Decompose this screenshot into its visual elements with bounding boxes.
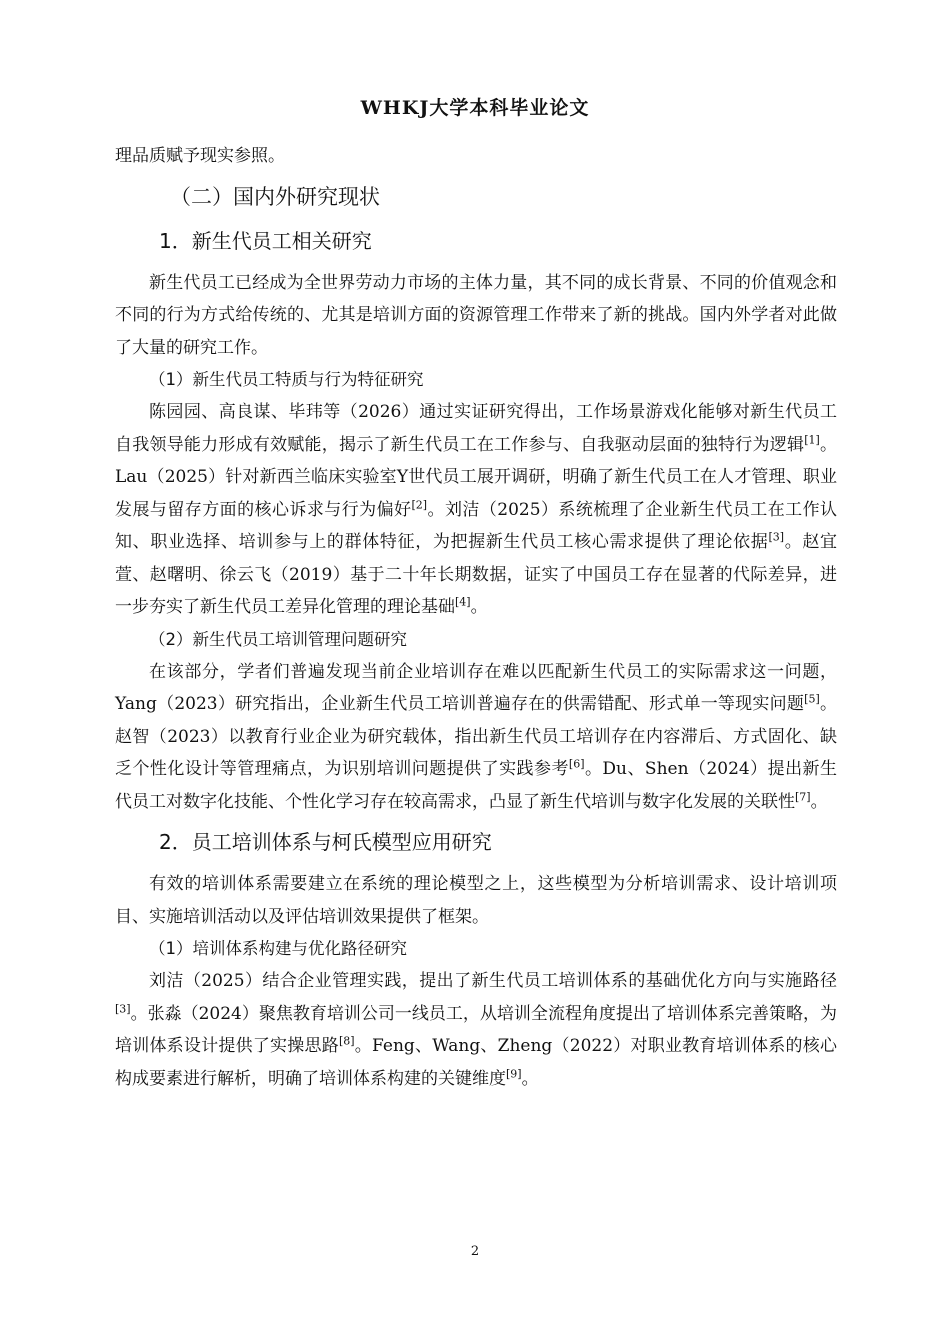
text-run: 在该部分，学者们普遍发现当前企业培训存在难以匹配新生代员工的实际需求这一问题，Yang（2023）研究指出，企业新生代员工培训普遍存在的供需错配、形式单一等现实问题 [115, 661, 837, 714]
subsection-heading: 2．员工培训体系与柯氏模型应用研究 [159, 830, 492, 854]
paragraph [115, 656, 837, 819]
text-run: 。赵宜萱、赵曙明、徐云飞（2019）基于二十年长期数据，证实了中国员工存在显著的代际差异，进一步夯实了新生代员工差异化管理的理论基础 [115, 532, 838, 617]
paragraph [115, 868, 837, 933]
text-run: 。 [810, 791, 828, 812]
text-run: 。Du、Shen（2024）提出新生代员工对数字化技能、个性化学习存在较高需求，凸显了新生代培训与数字化发展的关联性 [115, 759, 838, 812]
citation-ref: [6] [568, 757, 585, 771]
text-run: 。Lau（2025）针对新西兰临床实验室Y世代员工展开调研，明确了新生代员工在人才管理、职业发展与留存方面的核心诉求与行为偏好 [115, 434, 838, 520]
text-run: 新生代员工已经成为全世界劳动力市场的主体力量，其不同的成长背景、不同的价值观念和不同的行为方式给传统的、尤其是培训方面的资源管理工作带来了新的挑战。国内外学者对此做了大量的研究工作。 [115, 272, 837, 358]
subsubsection-heading: （1）培训体系构建与优化路径研究 [149, 939, 407, 958]
text-run: 有效的培训体系需要建立在系统的理论模型之上，这些模型为分析培训需求、设计培训项目、实施培训活动以及评估培训效果提供了框架。 [115, 874, 837, 927]
text-run: 刘洁（2025）结合企业管理实践，提出了新生代员工培训体系的基础优化方向与实施路径 [149, 971, 837, 991]
section-heading: （二）国内外研究现状 [170, 184, 380, 209]
paragraph [115, 267, 837, 365]
text-run: 陈园园、高良谋、毕玮等（2026）通过实证研究得出，工作场景游戏化能够对新生代员工自我领导能力形成有效赋能，揭示了新生代员工在工作参与、自我驱动层面的独特行为逻辑 [115, 402, 837, 455]
subsubsection-heading: （2）新生代员工培训管理问题研究 [149, 629, 407, 649]
citation-ref: [8] [338, 1034, 355, 1048]
subsection-heading: 1．新生代员工相关研究 [159, 228, 372, 253]
citation-ref: [3] [768, 530, 785, 544]
running-header: WHKJ大学本科毕业论文 [360, 97, 590, 119]
citation-ref: [3] [115, 1001, 131, 1015]
paragraph [115, 965, 837, 1095]
text-run: 。赵智（2023）以教育行业企业为研究载体，指出新生代员工培训存在内容滞后、方式固化、缺乏个性化设计等管理痛点，为识别培训问题提供了实践参考 [115, 694, 837, 779]
citation-ref: [7] [795, 789, 811, 803]
citation-ref: [1] [804, 432, 820, 446]
text-run: 。刘洁（2025）系统梳理了企业新生代员工在工作认知、职业选择、培训参与上的群体特征，为把握新生代员工核心需求提供了理论依据 [115, 499, 838, 552]
subsubsection-heading: （1）新生代员工特质与行为特征研究 [149, 370, 424, 389]
text-run: 理品质赋予现实参照。 [115, 146, 285, 166]
citation-ref: [2] [411, 497, 428, 511]
paragraph [115, 396, 837, 624]
text-run: 。 [470, 597, 488, 617]
citation-ref: [9] [506, 1066, 522, 1080]
page-number: 2 [470, 1244, 480, 1259]
citation-ref: [5] [804, 692, 820, 706]
body-text [115, 140, 837, 1095]
text-run: 。Feng、Wang、Zheng（2022）对职业教育培训体系的核心构成要素进行解析，明确了培训体系构建的关键维度 [115, 1036, 837, 1089]
citation-ref: [4] [455, 595, 471, 609]
paragraph [115, 140, 837, 173]
text-run: 。张淼（2024）聚焦教育培训公司一线员工，从培训全流程角度提出了培训体系完善策略，为培训体系设计提供了实操思路 [115, 1003, 837, 1056]
text-run: 。 [521, 1068, 539, 1089]
